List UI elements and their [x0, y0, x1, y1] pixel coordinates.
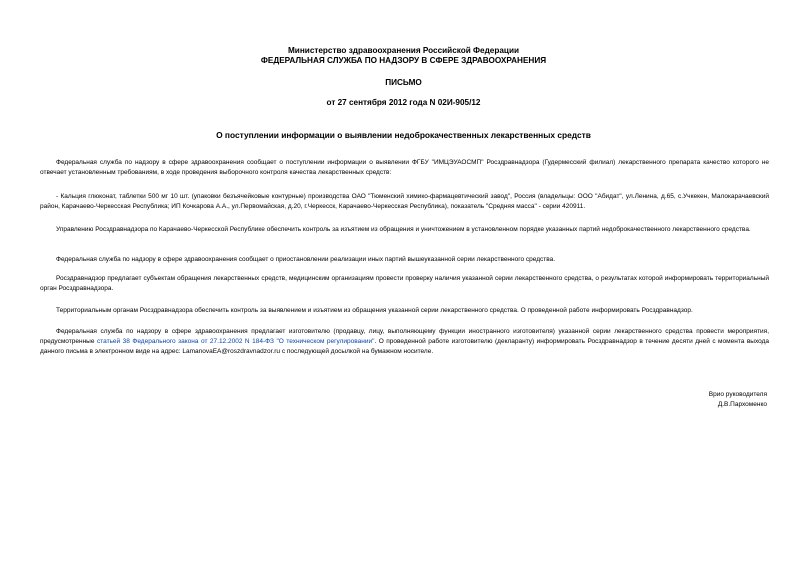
paragraph-product-details: - Кальция глюконат, таблетки 500 мг 10 шт. (упаковки безъячейковые контурные) производства ОАО "Тюменский химико-фармацевтический завод", Россия (владельцы: ООО "Абидат", ул.Ленина, д.65, с.Учкекен, Малокарачаевский район, Карачаево-Черкесская Республика; ИП Кочкарова А.А., ул.Первомайская, д.20, г.Черкесск, Карачаево-Черкесская Республика), показатель "Средняя масса" - серии 420911.: [40, 193, 769, 210]
document-date-number: от 27 сентября 2012 года N 02И-905/12: [326, 98, 481, 107]
signatory-position: Врио руководителя: [708, 391, 767, 398]
paragraph-manufacturer-measures: [40, 327, 769, 357]
document-title: О поступлении информации о выявлении недоброкачественных лекарственных средств: [216, 130, 591, 140]
paragraph-inspection-request: Росздравнадзор предлагает субъектам обращения лекарственных средств, медицинским организациям провести проверку наличия указанной серии лекарственного средства, о результатах которой информировать территориальный орган Росздравнадзора.: [40, 275, 769, 292]
paragraph-territorial-control: Территориальным органам Росздравнадзора обеспечить контроль за выявлением и изъятием из обращения указанной серии лекарственного средства. О проведенной работе информировать Росздравнадзор.: [56, 307, 693, 314]
paragraph-notice: Федеральная служба по надзору в сфере здравоохранения сообщает о поступлении информации о выявлении ФГБУ "ИМЦЭУАОСМП" Росздравнадзора (Гудермесский филиал) лекарственного препарата качество которого не отвечает установленным требованиям, в ходе проведения выборочного контроля качества лекарственных средств:: [40, 159, 769, 176]
paragraph-suspension: Федеральная служба по надзору в сфере здравоохранения сообщает о приостановлении реализации иных партий вышеуказанной серии лекарственного средства.: [56, 256, 556, 263]
paragraph-text-after-link: . О проведенной работе изготовителю (декларанту) информировать Росздравнадзор в течение десяти дней с момента выхода данного письма в электронном виде на адрес: LamanovaEA@roszdravnadzor.ru с последующей досылкой на бумажном носителе.: [40, 338, 770, 355]
service-header: ФЕДЕРАЛЬНАЯ СЛУЖБА ПО НАДЗОРУ В СФЕРЕ ЗДРАВООХРАНЕНИЯ: [260, 56, 547, 65]
document-type: ПИСЬМО: [385, 78, 422, 87]
law-reference-link[interactable]: статьей 38 Федерального закона от 27.12.2002 N 184-ФЗ "О техническом регулировании": [96, 338, 375, 345]
paragraph-regional-control: Управлению Росздравнадзора по Карачаево-Черкесской Республике обеспечить контроль за изъятием из обращения и уничтожением в установленном порядке указанных партий недоброкачественного лекарственного средства.: [56, 226, 751, 233]
signatory-name: Д.В.Пархоменко: [717, 401, 767, 408]
ministry-header: Министерство здравоохранения Российской Федерации: [287, 46, 520, 55]
paragraph-text-before-link: Федеральная служба по надзору в сфере здравоохранения предлагает изготовителю (продавцу, лицу, выполняющему функции иностранного изготовителя) указанной серии лекарственного средства провести мероприятия, предусмотренные: [40, 328, 769, 345]
